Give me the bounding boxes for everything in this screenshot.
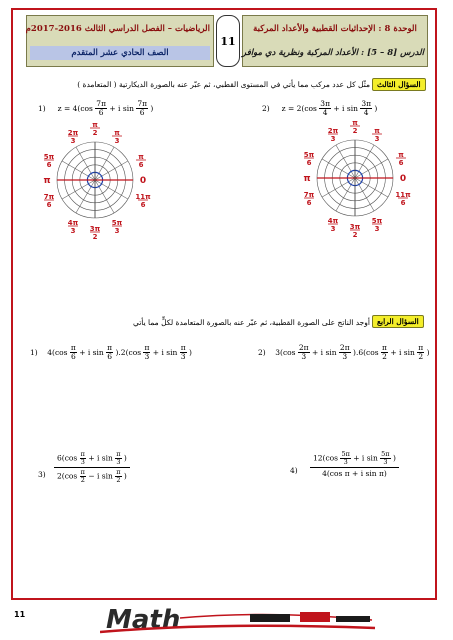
svg-text:4π: 4π xyxy=(327,217,339,225)
q4-item-1: 1) 4(cos $\frac{\pi}{6}$ + i sin $\frac{\pi}{6}$ ).2(cos $\frac{\pi}{3}$ + i sin $\frac{\pi}{3}$ ) xyxy=(30,343,192,362)
polar-grid-2-label-0: 0 xyxy=(399,174,407,184)
course-header-box xyxy=(26,15,214,67)
svg-text:6: 6 xyxy=(306,199,312,207)
svg-text:5π: 5π xyxy=(303,151,315,159)
svg-text:7π: 7π xyxy=(43,193,55,201)
svg-text:π: π xyxy=(138,153,144,161)
svg-text:3π: 3π xyxy=(349,223,361,231)
q4-item-4-number: 4) xyxy=(290,466,298,475)
svg-text:2π: 2π xyxy=(327,127,339,135)
svg-text:3π: 3π xyxy=(89,225,101,233)
polar-grid-1-label-pi: π xyxy=(43,176,51,186)
page-number: 11 xyxy=(14,610,26,619)
question-3-label: السؤال الثالث xyxy=(372,78,426,91)
svg-text:6: 6 xyxy=(140,201,146,209)
q4-item-2: 2) 3(cos $\frac{2\pi}{3}$ + i sin $\frac{2\pi}{3}$ ).6(cos $\frac{\pi}{2}$ + i sin $\frac{\pi}{2}$ ) xyxy=(258,343,430,362)
svg-text:3: 3 xyxy=(70,227,76,235)
grade-title: الصف الحادي عشر المتقدم xyxy=(30,46,210,60)
unit-title: الوحدة 8 : الإحداثيات القطبية والأعداد المركبة xyxy=(253,24,417,34)
svg-text:2: 2 xyxy=(92,233,98,241)
logo-wordmark: Math xyxy=(106,605,181,635)
svg-text:3: 3 xyxy=(374,135,380,143)
svg-text:π: π xyxy=(92,121,98,129)
svg-text:2: 2 xyxy=(92,129,98,137)
lesson-title: الدرس [8 – 5] : الأعداد المركبة ونظرية دي موافر xyxy=(242,48,424,58)
svg-text:π: π xyxy=(352,119,358,127)
svg-text:3: 3 xyxy=(330,225,336,233)
svg-text:2: 2 xyxy=(352,127,358,135)
q3-item-2: 2) z = 2(cos $\frac{3\pi}{4}$ + i sin $\frac{3\pi}{4}$ ) xyxy=(262,99,378,118)
svg-text:3: 3 xyxy=(114,137,120,145)
svg-text:5π: 5π xyxy=(371,217,383,225)
svg-text:6: 6 xyxy=(306,159,312,167)
q4-item-3-number: 3) xyxy=(38,470,46,479)
question-4-label: السؤال الرابع xyxy=(372,315,424,328)
q3-item-1: 1) z = 4(cos $\frac{7\pi}{6}$ + i sin $\frac{7\pi}{6}$ ) xyxy=(38,99,154,118)
svg-text:6: 6 xyxy=(400,199,406,207)
svg-text:4π: 4π xyxy=(67,219,79,227)
svg-text:π: π xyxy=(114,129,120,137)
svg-text:3: 3 xyxy=(70,137,76,145)
svg-text:3: 3 xyxy=(330,135,336,143)
polar-grid-1-label-0: 0 xyxy=(139,176,147,186)
svg-text:11π: 11π xyxy=(135,193,151,201)
question-4-text: أوجد الناتج على الصورة القطبية، ثم عبّر عنه بالصورة المتعامدة لكلٍّ مما يأتي xyxy=(132,318,370,327)
svg-text:3: 3 xyxy=(114,227,120,235)
svg-text:2π: 2π xyxy=(67,129,79,137)
svg-text:6: 6 xyxy=(398,159,404,167)
polar-grid-2-label-pi: π xyxy=(303,174,311,184)
page-frame xyxy=(11,8,437,600)
svg-text:7π: 7π xyxy=(303,191,315,199)
site-logo xyxy=(100,602,380,636)
svg-text:π: π xyxy=(374,127,380,135)
svg-text:6: 6 xyxy=(46,201,52,209)
svg-text:3: 3 xyxy=(374,225,380,233)
svg-text:6: 6 xyxy=(138,161,144,169)
question-3-text: مثّل كل عدد مركب مما يأتي في المستوى القطبي، ثم عبّر عنه بالصورة الديكارتية ( المتعامدة ) xyxy=(77,80,370,89)
svg-text:5π: 5π xyxy=(43,153,55,161)
subject-title: الرياضيات – الفصل الدراسي الثالث 2016-2017م xyxy=(25,24,210,34)
q4-item-4-fraction: 12(cos $\frac{5\pi}{3}$ + i sin $\frac{5\pi}{3}$ ) 4(cos π + i sin π) xyxy=(310,450,399,479)
svg-text:2: 2 xyxy=(352,231,358,239)
svg-text:5π: 5π xyxy=(111,219,123,227)
svg-text:11π: 11π xyxy=(395,191,411,199)
svg-text:6: 6 xyxy=(46,161,52,169)
svg-text:π: π xyxy=(398,151,404,159)
page-badge: 11 xyxy=(216,15,240,67)
q4-item-3-fraction: 6(cos $\frac{\pi}{3}$ + i sin $\frac{\pi}{3}$ ) 2(cos $\frac{\pi}{2}$ − i sin $\frac{\pi}{2}$ ) xyxy=(54,450,130,486)
unit-header-box xyxy=(242,15,428,67)
